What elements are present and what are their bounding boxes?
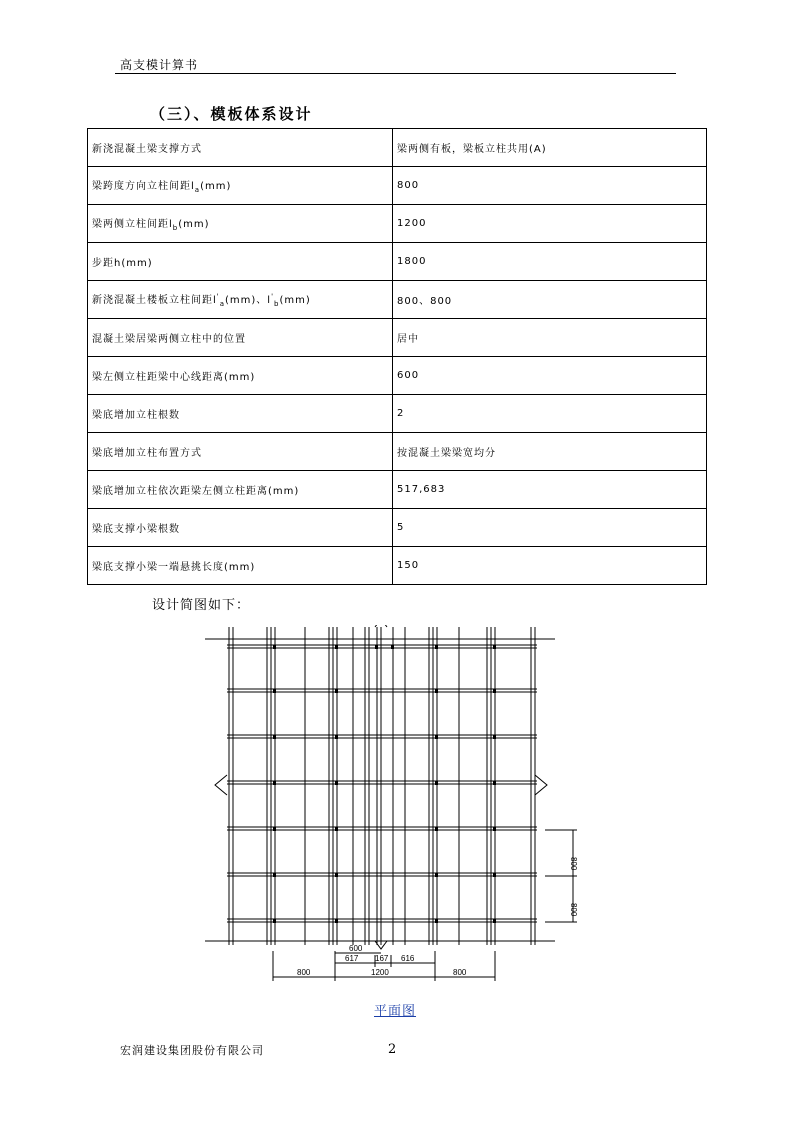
dim-label: 800 bbox=[297, 968, 311, 977]
dim-label: 800 bbox=[453, 968, 467, 977]
param-value: 按混凝土梁梁宽均分 bbox=[393, 433, 707, 471]
header-title: 高支模计算书 bbox=[120, 58, 199, 72]
param-value: 150 bbox=[393, 547, 707, 585]
dim-label: 800 bbox=[569, 903, 578, 917]
param-label: 混凝土梁居梁两侧立柱中的位置 bbox=[88, 319, 393, 357]
header-divider bbox=[115, 73, 676, 74]
param-label: 梁底支撑小梁根数 bbox=[88, 509, 393, 547]
table-row bbox=[88, 129, 707, 167]
table-row bbox=[88, 471, 707, 509]
table-row bbox=[88, 433, 707, 471]
param-label: 新浇混凝土梁支撑方式 bbox=[88, 129, 393, 167]
plan-drawing bbox=[205, 625, 595, 985]
param-label: 梁左侧立柱距梁中心线距离(mm) bbox=[88, 357, 393, 395]
param-label: 梁底增加立柱布置方式 bbox=[88, 433, 393, 471]
param-value: 2 bbox=[393, 395, 707, 433]
param-value: 600 bbox=[393, 357, 707, 395]
dim-label: 800 bbox=[569, 857, 578, 871]
table-row bbox=[88, 205, 707, 243]
table-row bbox=[88, 395, 707, 433]
section-title: （三）、模板体系设计 bbox=[150, 105, 313, 123]
diagram-caption: 平面图 bbox=[374, 1004, 417, 1019]
table-row bbox=[88, 281, 707, 319]
param-label: 梁底支撑小梁一端悬挑长度(mm) bbox=[88, 547, 393, 585]
dim-label: 167 bbox=[375, 954, 389, 963]
dim-label: 616 bbox=[401, 954, 415, 963]
param-label: 步距h(mm) bbox=[88, 243, 393, 281]
param-value: 800 bbox=[393, 167, 707, 205]
param-label: 新浇混凝土楼板立柱间距$l'_a(mm)$、$l'_b(mm)$ bbox=[88, 281, 393, 319]
dim-label: 1200 bbox=[371, 968, 389, 977]
dim-label: 600 bbox=[349, 944, 363, 953]
param-value: 1200 bbox=[393, 205, 707, 243]
table-row bbox=[88, 357, 707, 395]
table-row bbox=[88, 319, 707, 357]
param-label: 梁两侧立柱间距$l_b(mm)$ bbox=[88, 205, 393, 243]
table-row bbox=[88, 243, 707, 281]
param-value: 517,683 bbox=[393, 471, 707, 509]
page-number: 2 bbox=[388, 1042, 397, 1057]
table-row bbox=[88, 167, 707, 205]
table-row bbox=[88, 547, 707, 585]
table-row bbox=[88, 509, 707, 547]
param-label: 梁跨度方向立柱间距$l_a(mm)$ bbox=[88, 167, 393, 205]
param-value: 5 bbox=[393, 509, 707, 547]
param-label: 梁底增加立柱依次距梁左侧立柱距离(mm) bbox=[88, 471, 393, 509]
footer-company: 宏润建设集团股份有限公司 bbox=[120, 1044, 264, 1057]
diagram-intro: 设计简图如下： bbox=[152, 598, 251, 613]
param-label: 梁底增加立柱根数 bbox=[88, 395, 393, 433]
param-value: 1800 bbox=[393, 243, 707, 281]
dim-label: 617 bbox=[345, 954, 359, 963]
param-value: 梁两侧有板，梁板立柱共用(A) bbox=[393, 129, 707, 167]
param-value: 800、800 bbox=[393, 281, 707, 319]
param-value: 居中 bbox=[393, 319, 707, 357]
parameter-table bbox=[87, 128, 707, 585]
